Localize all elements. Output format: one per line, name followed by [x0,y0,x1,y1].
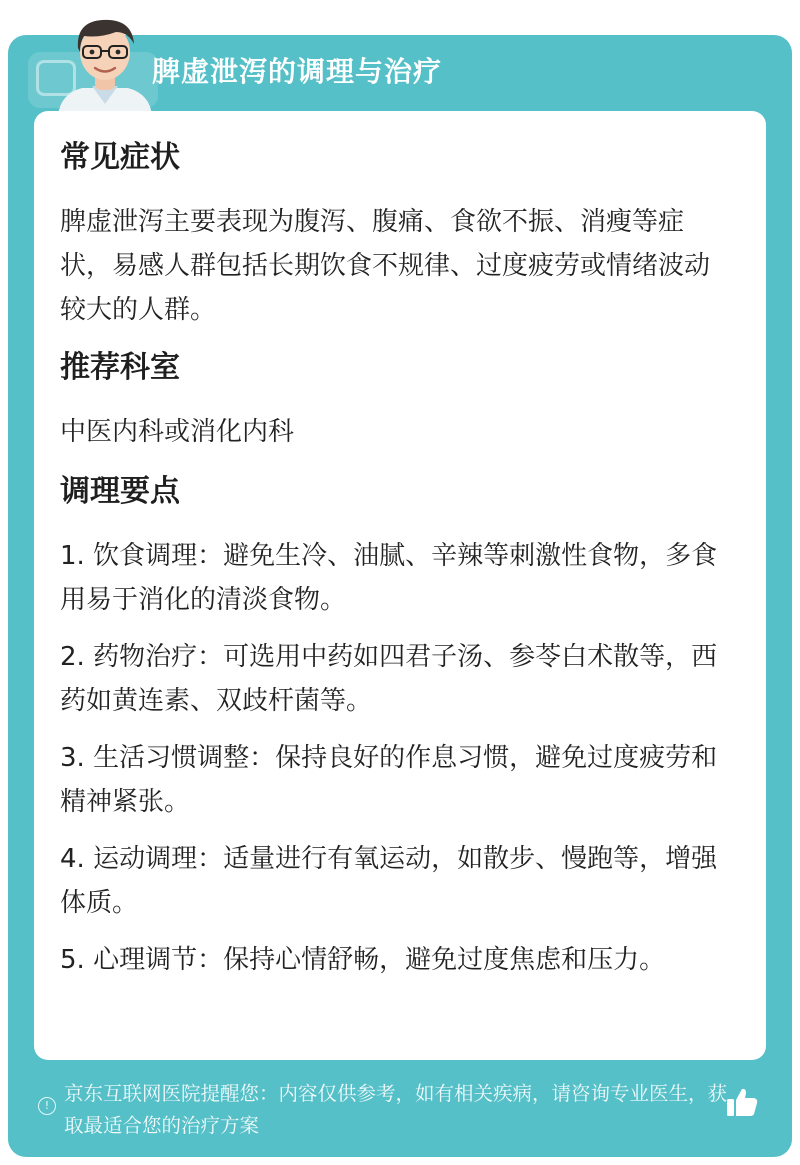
care-heading: 调理要点 [60,474,180,509]
doctor-avatar [50,8,160,116]
care-item: 1. 饮食调理：避免生冷、油腻、辛辣等刺激性食物，多食用易于消化的清淡食物。 [60,541,718,615]
care-item: 3. 生活习惯调整：保持良好的作息习惯，避免过度疲劳和精神紧张。 [60,743,718,817]
care-item: 5. 心理调节：保持心情舒畅，避免过度焦虑和压力。 [60,945,666,975]
thumbs-up-icon[interactable] [724,1084,760,1120]
page-title: 脾虚泄泻的调理与治疗 [152,55,443,88]
department-heading: 推荐科室 [60,350,180,385]
care-item: 2. 药物治疗：可选用中药如四君子汤、参苓白术散等，西药如黄连素、双歧杆菌等。 [60,642,718,716]
symptoms-heading: 常见症状 [60,140,180,175]
info-icon: ! [38,1097,56,1115]
disclaimer-text: 京东互联网医院提醒您：内容仅供参考，如有相关疾病，请咨询专业医生，获取最适合您的治疗方案 [64,1082,728,1137]
symptoms-text: 脾虚泄泻主要表现为腹泻、腹痛、食欲不振、消瘦等症状，易感人群包括长期饮食不规律、过度疲劳或情绪波动较大的人群。 [60,207,711,325]
department-text: 中医内科或消化内科 [60,417,295,447]
care-item: 4. 运动调理：适量进行有氧运动，如散步、慢跑等，增强体质。 [60,844,718,918]
